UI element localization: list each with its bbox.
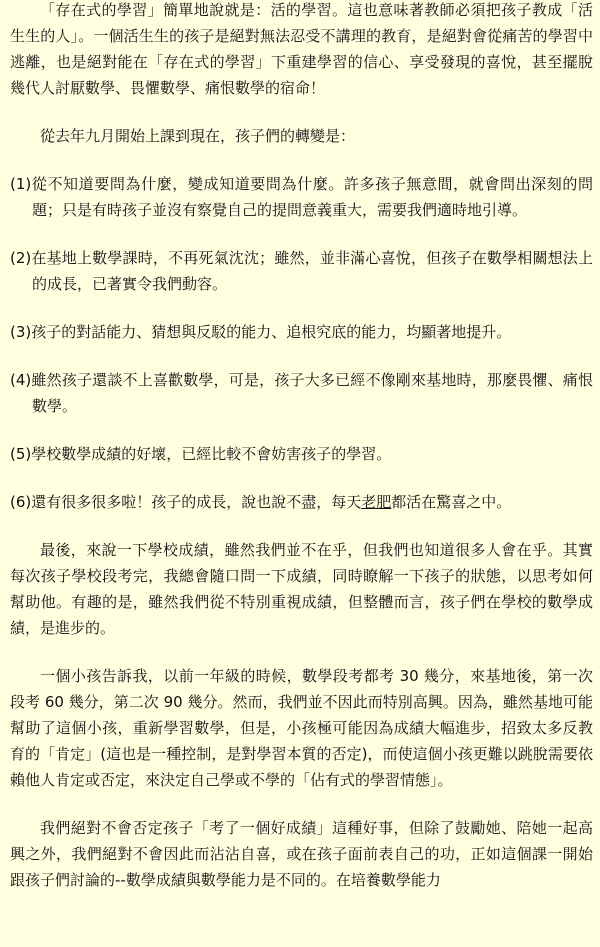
item-number: (4): [10, 371, 32, 389]
list-item: [10, 171, 593, 223]
spacer: [10, 149, 593, 171]
item-number: (6): [10, 493, 32, 511]
spacer: [10, 793, 593, 815]
item-number: (2): [10, 249, 32, 267]
closing-paragraph: 我們絕對不會否定孩子「考了一個好成績」這種好事，但除了鼓勵她、陪她一起高興之外，我們絕對不會因此而沾沾自喜，或在孩子面前表自己的功，正如這個課一開始跟孩子們討論的--數學成績與數學能力是不同的。在培養數學能力: [10, 819, 593, 889]
list-item: [10, 367, 593, 419]
item-text: 雖然孩子還談不上喜歡數學，可是，孩子大多已經不像剛來基地時，那麼畏懼、痛恨數學。: [31, 371, 593, 415]
list-item: [10, 441, 593, 467]
list-item: [10, 319, 593, 345]
list-item: [10, 245, 593, 297]
spacer: [10, 515, 593, 537]
spacer: [10, 641, 593, 663]
since-paragraph: 從去年九月開始上課到現在，孩子們的轉變是：: [40, 127, 356, 145]
intro-paragraph: 「存在式的學習」簡單地說就是：活的學習。這也意味著教師必須把孩子教成「活生生的人」。一個活生生的孩子是絕對無法忍受不講理的教育，是絕對會從痛苦的學習中逃離，也是絕對能在「存在式的學習」下重建學習的信心、享受發現的喜悅，甚至擺脫幾代人討厭數學、畏懼數學、痛恨數學的宿命！: [10, 1, 593, 97]
kid-story-paragraph: 一個小孩告訴我，以前一年級的時候，數學段考都考 30 幾分，來基地後，第一次段考 60 幾分，第二次 90 幾分。然而，我們並不因此而特別高興。因為，雖然基地可能幫助了這個小孩，重新學習數學，但是，小孩極可能因為成績大幅進步，招致太多反教育的「肯定」(這也是一種控制，是對學習本質的否定)，而使這個小孩更難以跳脫需要依賴他人肯定或否定，來決定自己學或不學的「佔有式的學習情態」。: [10, 667, 593, 789]
item-text: 在基地上數學課時，不再死氣沈沈；雖然，並非滿心喜悅，但孩子在數學相關想法上的成長，已著實令我們動容。: [31, 249, 593, 293]
item-number: (3): [10, 323, 32, 341]
list-item: [10, 489, 593, 515]
spacer: [10, 101, 593, 123]
item-text: 還有很多很多啦！孩子的成長，說也說不盡，每天: [31, 493, 362, 511]
item-number: (1): [10, 175, 32, 193]
spacer: [10, 419, 593, 441]
item-number: (5): [10, 445, 32, 463]
spacer: [10, 223, 593, 245]
item-text: 從不知道要問為什麼，變成知道要問為什麼。許多孩子無意間，就會問出深刻的問題；只是有時孩子並沒有察覺自己的提問意義重大，需要我們適時地引導。: [31, 175, 593, 219]
underlined-name: 老肥: [361, 493, 392, 511]
item-text: 孩子的對話能力、猜想與反駁的能力、追根究底的能力，均顯著地提升。: [31, 323, 512, 341]
grades-paragraph: 最後，來說一下學校成績，雖然我們並不在乎，但我們也知道很多人會在乎。其實每次孩子學校段考完，我總會隨口問一下成績，同時瞭解一下孩子的狀態，以思考如何幫助他。有趣的是，雖然我們從不特別重視成績，但整體而言，孩子們在學校的數學成績，是進步的。: [10, 541, 593, 637]
spacer: [10, 297, 593, 319]
item-text: 都活在驚喜之中。: [391, 493, 512, 511]
item-text: 學校數學成績的好壞，已經比較不會妨害孩子的學習。: [31, 445, 392, 463]
spacer: [10, 345, 593, 367]
change-list: [10, 171, 593, 515]
spacer: [10, 467, 593, 489]
